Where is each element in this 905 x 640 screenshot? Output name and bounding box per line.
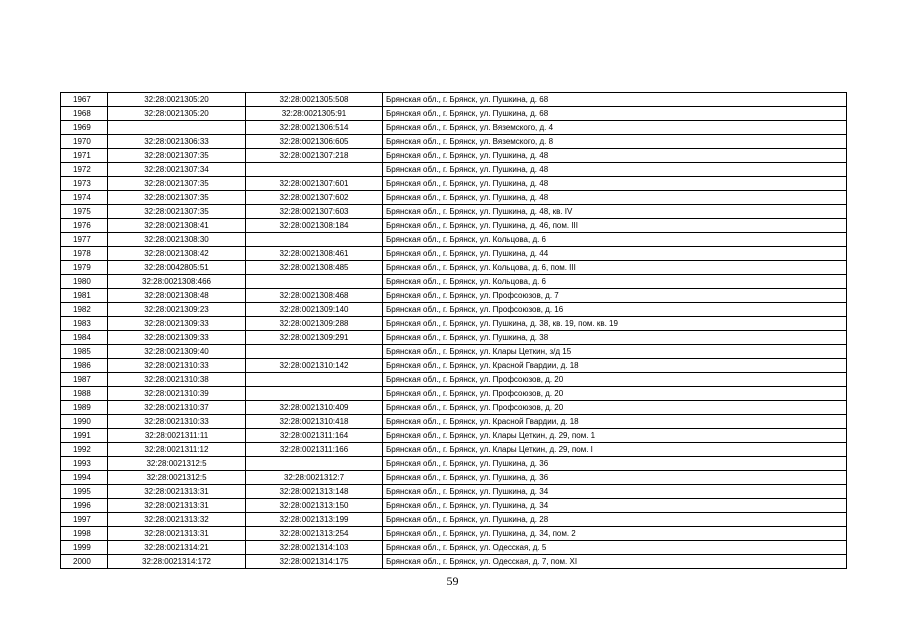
land-parcel-cadastral-number-cell: 32:28:0021311:11 bbox=[108, 429, 246, 443]
address-cell: Брянская обл., г. Брянск, ул. Вяземского, д. 8 bbox=[383, 135, 847, 149]
table-row bbox=[61, 527, 847, 541]
land-parcel-cadastral-number-cell: 32:28:0021313:32 bbox=[108, 513, 246, 527]
object-cadastral-number-cell bbox=[246, 275, 383, 289]
object-cadastral-number-cell: 32:28:0021312:7 bbox=[246, 471, 383, 485]
table-row bbox=[61, 513, 847, 527]
object-cadastral-number-cell: 32:28:0021310:409 bbox=[246, 401, 383, 415]
land-parcel-cadastral-number-cell: 32:28:0021314:21 bbox=[108, 541, 246, 555]
address-cell: Брянская обл., г. Брянск, ул. Пушкина, д. 34, пом. 2 bbox=[383, 527, 847, 541]
table-row bbox=[61, 317, 847, 331]
row-number-cell: 1985 bbox=[61, 345, 108, 359]
table-row bbox=[61, 485, 847, 499]
table-row bbox=[61, 219, 847, 233]
land-parcel-cadastral-number-cell: 32:28:0021307:35 bbox=[108, 205, 246, 219]
address-cell: Брянская обл., г. Брянск, ул. Кольцова, д. 6 bbox=[383, 233, 847, 247]
object-cadastral-number-cell: 32:28:0021313:199 bbox=[246, 513, 383, 527]
address-cell: Брянская обл., г. Брянск, ул. Пушкина, д. 48, кв. IV bbox=[383, 205, 847, 219]
address-cell: Брянская обл., г. Брянск, ул. Кольцова, д. 6, пом. III bbox=[383, 261, 847, 275]
row-number-cell: 1981 bbox=[61, 289, 108, 303]
row-number-cell: 1983 bbox=[61, 317, 108, 331]
registry-table bbox=[60, 92, 847, 569]
table-row bbox=[61, 303, 847, 317]
table-row bbox=[61, 275, 847, 289]
object-cadastral-number-cell: 32:28:0021311:166 bbox=[246, 443, 383, 457]
object-cadastral-number-cell: 32:28:0021307:602 bbox=[246, 191, 383, 205]
object-cadastral-number-cell: 32:28:0021308:485 bbox=[246, 261, 383, 275]
row-number-cell: 1990 bbox=[61, 415, 108, 429]
table-row bbox=[61, 401, 847, 415]
row-number-cell: 1988 bbox=[61, 387, 108, 401]
row-number-cell: 1995 bbox=[61, 485, 108, 499]
table-row bbox=[61, 429, 847, 443]
object-cadastral-number-cell bbox=[246, 373, 383, 387]
address-cell: Брянская обл., г. Брянск, ул. Пушкина, д. 44 bbox=[383, 247, 847, 261]
land-parcel-cadastral-number-cell: 32:28:0021307:35 bbox=[108, 149, 246, 163]
address-cell: Брянская обл., г. Брянск, ул. Пушкина, д. 48 bbox=[383, 163, 847, 177]
row-number-cell: 1970 bbox=[61, 135, 108, 149]
object-cadastral-number-cell: 32:28:0021309:140 bbox=[246, 303, 383, 317]
row-number-cell: 1986 bbox=[61, 359, 108, 373]
object-cadastral-number-cell: 32:28:0021313:150 bbox=[246, 499, 383, 513]
table-row bbox=[61, 177, 847, 191]
land-parcel-cadastral-number-cell: 32:28:0021305:20 bbox=[108, 107, 246, 121]
address-cell: Брянская обл., г. Брянск, ул. Пушкина, д. 48 bbox=[383, 191, 847, 205]
address-cell: Брянская обл., г. Брянск, ул. Пушкина, д. 68 bbox=[383, 107, 847, 121]
object-cadastral-number-cell: 32:28:0021309:288 bbox=[246, 317, 383, 331]
table-row bbox=[61, 499, 847, 513]
row-number-cell: 2000 bbox=[61, 555, 108, 569]
row-number-cell: 1979 bbox=[61, 261, 108, 275]
address-cell: Брянская обл., г. Брянск, ул. Одесская, д. 5 bbox=[383, 541, 847, 555]
table-row bbox=[61, 247, 847, 261]
table-row bbox=[61, 289, 847, 303]
table-row bbox=[61, 471, 847, 485]
table-row bbox=[61, 555, 847, 569]
land-parcel-cadastral-number-cell: 32:28:0021305:20 bbox=[108, 93, 246, 107]
address-cell: Брянская обл., г. Брянск, ул. Пушкина, д. 38, кв. 19, пом. кв. 19 bbox=[383, 317, 847, 331]
object-cadastral-number-cell: 32:28:0021308:461 bbox=[246, 247, 383, 261]
address-cell: Брянская обл., г. Брянск, ул. Пушкина, д. 34 bbox=[383, 499, 847, 513]
document-page bbox=[60, 92, 846, 569]
land-parcel-cadastral-number-cell: 32:28:0021312:5 bbox=[108, 471, 246, 485]
address-cell: Брянская обл., г. Брянск, ул. Кольцова, д. 6 bbox=[383, 275, 847, 289]
address-cell: Брянская обл., г. Брянск, ул. Красной Гвардии, д. 18 bbox=[383, 359, 847, 373]
table-row bbox=[61, 205, 847, 219]
land-parcel-cadastral-number-cell: 32:28:0021308:42 bbox=[108, 247, 246, 261]
row-number-cell: 1987 bbox=[61, 373, 108, 387]
row-number-cell: 1993 bbox=[61, 457, 108, 471]
land-parcel-cadastral-number-cell: 32:28:0021311:12 bbox=[108, 443, 246, 457]
object-cadastral-number-cell: 32:28:0021307:603 bbox=[246, 205, 383, 219]
table-row bbox=[61, 457, 847, 471]
address-cell: Брянская обл., г. Брянск, ул. Профсоюзов, д. 7 bbox=[383, 289, 847, 303]
land-parcel-cadastral-number-cell: 32:28:0021310:33 bbox=[108, 359, 246, 373]
land-parcel-cadastral-number-cell: 32:28:0021308:30 bbox=[108, 233, 246, 247]
land-parcel-cadastral-number-cell: 32:28:0021310:33 bbox=[108, 415, 246, 429]
land-parcel-cadastral-number-cell: 32:28:0021307:34 bbox=[108, 163, 246, 177]
object-cadastral-number-cell: 32:28:0021311:164 bbox=[246, 429, 383, 443]
object-cadastral-number-cell bbox=[246, 387, 383, 401]
object-cadastral-number-cell bbox=[246, 457, 383, 471]
object-cadastral-number-cell: 32:28:0021307:218 bbox=[246, 149, 383, 163]
address-cell: Брянская обл., г. Брянск, ул. Пушкина, д. 46, пом. III bbox=[383, 219, 847, 233]
land-parcel-cadastral-number-cell: 32:28:0021314:172 bbox=[108, 555, 246, 569]
table-row bbox=[61, 149, 847, 163]
row-number-cell: 1989 bbox=[61, 401, 108, 415]
row-number-cell: 1975 bbox=[61, 205, 108, 219]
row-number-cell: 1967 bbox=[61, 93, 108, 107]
address-cell: Брянская обл., г. Брянск, ул. Профсоюзов, д. 20 bbox=[383, 373, 847, 387]
object-cadastral-number-cell: 32:28:0021307:601 bbox=[246, 177, 383, 191]
address-cell: Брянская обл., г. Брянск, ул. Клары Цеткин, д. 29, пом. 1 bbox=[383, 429, 847, 443]
table-row bbox=[61, 387, 847, 401]
object-cadastral-number-cell: 32:28:0021313:254 bbox=[246, 527, 383, 541]
land-parcel-cadastral-number-cell: 32:28:0021308:41 bbox=[108, 219, 246, 233]
land-parcel-cadastral-number-cell: 32:28:0021310:38 bbox=[108, 373, 246, 387]
land-parcel-cadastral-number-cell: 32:28:0021307:35 bbox=[108, 177, 246, 191]
object-cadastral-number-cell bbox=[246, 163, 383, 177]
address-cell: Брянская обл., г. Брянск, ул. Пушкина, д. 68 bbox=[383, 93, 847, 107]
address-cell: Брянская обл., г. Брянск, ул. Красной Гвардии, д. 18 bbox=[383, 415, 847, 429]
row-number-cell: 1998 bbox=[61, 527, 108, 541]
table-row bbox=[61, 135, 847, 149]
row-number-cell: 1997 bbox=[61, 513, 108, 527]
object-cadastral-number-cell: 32:28:0021310:418 bbox=[246, 415, 383, 429]
object-cadastral-number-cell: 32:28:0021308:184 bbox=[246, 219, 383, 233]
address-cell: Брянская обл., г. Брянск, ул. Пушкина, д. 34 bbox=[383, 485, 847, 499]
object-cadastral-number-cell: 32:28:0021309:291 bbox=[246, 331, 383, 345]
row-number-cell: 1971 bbox=[61, 149, 108, 163]
row-number-cell: 1992 bbox=[61, 443, 108, 457]
row-number-cell: 1994 bbox=[61, 471, 108, 485]
land-parcel-cadastral-number-cell: 32:28:0021309:40 bbox=[108, 345, 246, 359]
object-cadastral-number-cell: 32:28:0021310:142 bbox=[246, 359, 383, 373]
table-row bbox=[61, 93, 847, 107]
land-parcel-cadastral-number-cell: 32:28:0021308:48 bbox=[108, 289, 246, 303]
address-cell: Брянская обл., г. Брянск, ул. Профсоюзов, д. 16 bbox=[383, 303, 847, 317]
land-parcel-cadastral-number-cell: 32:28:0021309:33 bbox=[108, 317, 246, 331]
land-parcel-cadastral-number-cell: 32:28:0021308:466 bbox=[108, 275, 246, 289]
table-row bbox=[61, 121, 847, 135]
address-cell: Брянская обл., г. Брянск, ул. Пушкина, д. 36 bbox=[383, 471, 847, 485]
object-cadastral-number-cell bbox=[246, 233, 383, 247]
table-row bbox=[61, 345, 847, 359]
table-row bbox=[61, 191, 847, 205]
table-row bbox=[61, 331, 847, 345]
land-parcel-cadastral-number-cell: 32:28:0021310:37 bbox=[108, 401, 246, 415]
table-row bbox=[61, 541, 847, 555]
row-number-cell: 1980 bbox=[61, 275, 108, 289]
address-cell: Брянская обл., г. Брянск, ул. Одесская, д. 7, пом. XI bbox=[383, 555, 847, 569]
object-cadastral-number-cell: 32:28:0021308:468 bbox=[246, 289, 383, 303]
land-parcel-cadastral-number-cell: 32:28:0021313:31 bbox=[108, 527, 246, 541]
address-cell: Брянская обл., г. Брянск, ул. Пушкина, д. 48 bbox=[383, 149, 847, 163]
table-row bbox=[61, 107, 847, 121]
address-cell: Брянская обл., г. Брянск, ул. Пушкина, д. 48 bbox=[383, 177, 847, 191]
table-row bbox=[61, 233, 847, 247]
object-cadastral-number-cell: 32:28:0021314:103 bbox=[246, 541, 383, 555]
row-number-cell: 1982 bbox=[61, 303, 108, 317]
row-number-cell: 1976 bbox=[61, 219, 108, 233]
address-cell: Брянская обл., г. Брянск, ул. Пушкина, д. 38 bbox=[383, 331, 847, 345]
address-cell: Брянская обл., г. Брянск, ул. Пушкина, д. 28 bbox=[383, 513, 847, 527]
row-number-cell: 1996 bbox=[61, 499, 108, 513]
row-number-cell: 1968 bbox=[61, 107, 108, 121]
land-parcel-cadastral-number-cell: 32:28:0021306:33 bbox=[108, 135, 246, 149]
address-cell: Брянская обл., г. Брянск, ул. Пушкина, д. 36 bbox=[383, 457, 847, 471]
land-parcel-cadastral-number-cell: 32:28:0021313:31 bbox=[108, 485, 246, 499]
table-row bbox=[61, 163, 847, 177]
land-parcel-cadastral-number-cell: 32:28:0021309:33 bbox=[108, 331, 246, 345]
object-cadastral-number-cell: 32:28:0021305:91 bbox=[246, 107, 383, 121]
table-row bbox=[61, 415, 847, 429]
land-parcel-cadastral-number-cell: 32:28:0021310:39 bbox=[108, 387, 246, 401]
object-cadastral-number-cell: 32:28:0021305:508 bbox=[246, 93, 383, 107]
object-cadastral-number-cell: 32:28:0021313:148 bbox=[246, 485, 383, 499]
row-number-cell: 1999 bbox=[61, 541, 108, 555]
table-row bbox=[61, 359, 847, 373]
address-cell: Брянская обл., г. Брянск, ул. Вяземского, д. 4 bbox=[383, 121, 847, 135]
table-row bbox=[61, 373, 847, 387]
row-number-cell: 1978 bbox=[61, 247, 108, 261]
land-parcel-cadastral-number-cell: 32:28:0021312:5 bbox=[108, 457, 246, 471]
land-parcel-cadastral-number-cell: 32:28:0021309:23 bbox=[108, 303, 246, 317]
row-number-cell: 1972 bbox=[61, 163, 108, 177]
row-number-cell: 1984 bbox=[61, 331, 108, 345]
land-parcel-cadastral-number-cell: 32:28:0042805:51 bbox=[108, 261, 246, 275]
address-cell: Брянская обл., г. Брянск, ул. Клары Цеткин, д. 29, пом. I bbox=[383, 443, 847, 457]
page-number: 59 bbox=[446, 574, 459, 588]
registry-table-body bbox=[61, 93, 847, 569]
object-cadastral-number-cell: 32:28:0021306:605 bbox=[246, 135, 383, 149]
row-number-cell: 1991 bbox=[61, 429, 108, 443]
address-cell: Брянская обл., г. Брянск, ул. Профсоюзов, д. 20 bbox=[383, 401, 847, 415]
land-parcel-cadastral-number-cell bbox=[108, 121, 246, 135]
land-parcel-cadastral-number-cell: 32:28:0021307:35 bbox=[108, 191, 246, 205]
address-cell: Брянская обл., г. Брянск, ул. Профсоюзов, д. 20 bbox=[383, 387, 847, 401]
row-number-cell: 1974 bbox=[61, 191, 108, 205]
object-cadastral-number-cell bbox=[246, 345, 383, 359]
table-row bbox=[61, 443, 847, 457]
row-number-cell: 1969 bbox=[61, 121, 108, 135]
row-number-cell: 1973 bbox=[61, 177, 108, 191]
table-row bbox=[61, 261, 847, 275]
address-cell: Брянская обл., г. Брянск, ул. Клары Цеткин, з/д 15 bbox=[383, 345, 847, 359]
row-number-cell: 1977 bbox=[61, 233, 108, 247]
object-cadastral-number-cell: 32:28:0021306:514 bbox=[246, 121, 383, 135]
object-cadastral-number-cell: 32:28:0021314:175 bbox=[246, 555, 383, 569]
land-parcel-cadastral-number-cell: 32:28:0021313:31 bbox=[108, 499, 246, 513]
